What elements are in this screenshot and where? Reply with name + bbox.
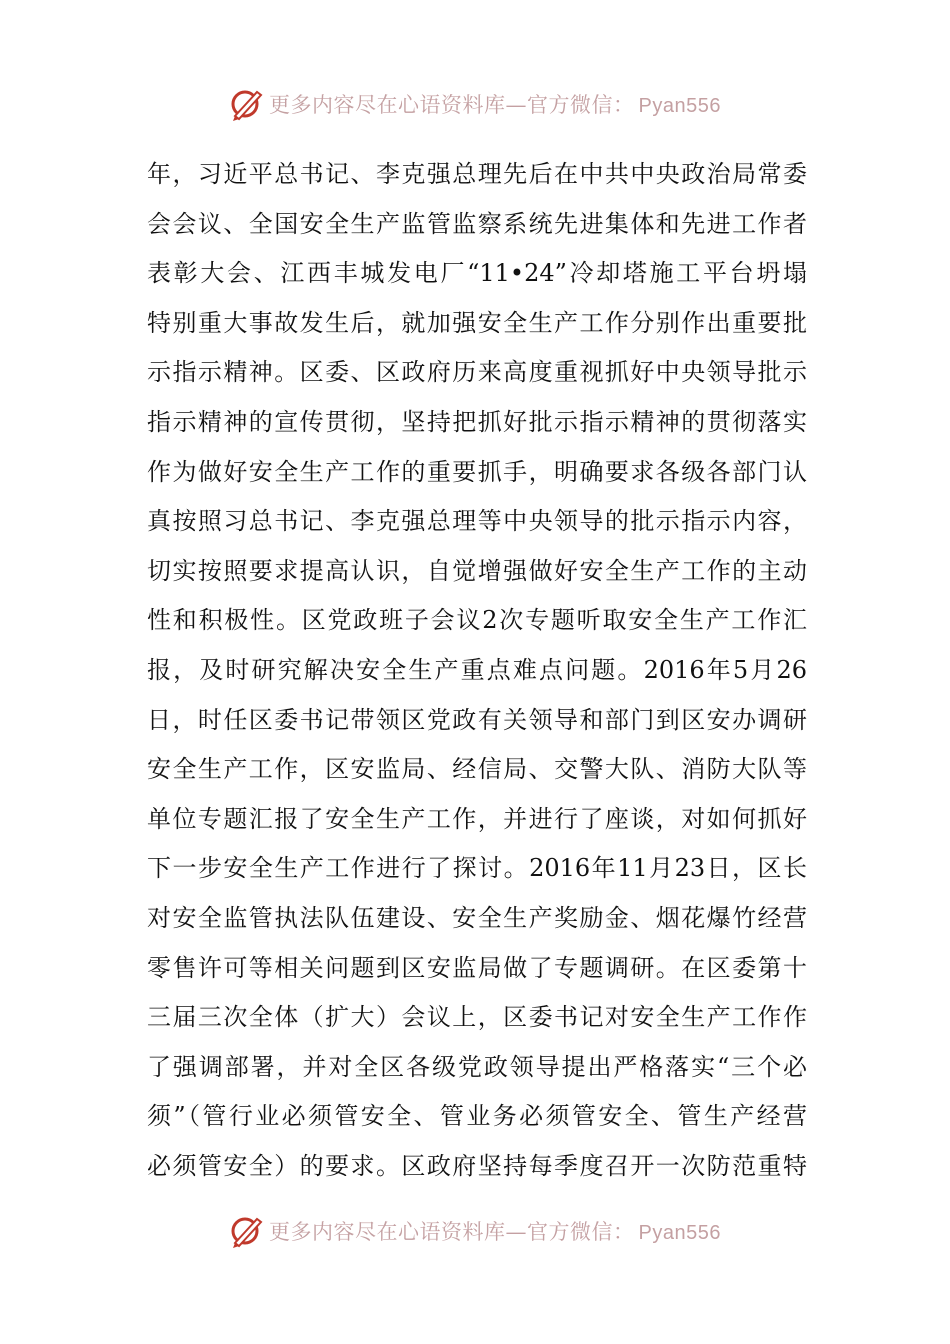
- text-line: 真按照习总书记、李克强总理等中央领导的批示指示内容，: [147, 507, 807, 536]
- text-line: 对安全监管执法队伍建设、安全生产奖励金、烟花爆竹经营: [147, 903, 807, 932]
- watermark-id: Pyan556: [638, 95, 721, 117]
- text-line: 日，时任区委书记带领区党政有关领导和部门到区安办调研: [147, 705, 807, 734]
- text-line: 报，及时研究解决安全生产重点难点问题。2016年5月26: [147, 655, 807, 684]
- text-line: 须”（管行业必须管安全、管业务必须管安全、管生产经营: [147, 1102, 807, 1131]
- text-line: 安全生产工作，区安监局、经信局、交警大队、消防大队等: [147, 755, 807, 784]
- text-line: 性和积极性。区党政班子会议2次专题听取安全生产工作汇: [147, 606, 807, 635]
- text-line: 切实按照要求提高认识，自觉增强做好安全生产工作的主动: [147, 556, 807, 585]
- pen-logo-icon: [229, 1213, 265, 1249]
- text-line: 单位专题汇报了安全生产工作，并进行了座谈，对如何抓好: [147, 804, 807, 833]
- watermark-id: Pyan556: [638, 1222, 721, 1244]
- text-line: 作为做好安全生产工作的重要抓手，明确要求各级各部门认: [147, 457, 807, 486]
- text-line: 特别重大事故发生后，就加强安全生产工作分别作出重要批: [147, 308, 807, 337]
- header-watermark: [0, 84, 950, 124]
- text-line: 会会议、全国安全生产监管监察系统先进集体和先进工作者: [147, 209, 807, 238]
- text-line: 三届三次全体（扩大）会议上，区委书记对安全生产工作作: [147, 1003, 807, 1032]
- watermark-text: 更多内容尽在心语资料库—官方微信： Pyan556: [269, 1220, 721, 1244]
- pen-logo-icon: [229, 86, 265, 122]
- text-line: 下一步安全生产工作进行了探讨。2016年11月23日，区长: [147, 854, 807, 883]
- watermark-text: 更多内容尽在心语资料库—官方微信： Pyan556: [269, 93, 721, 117]
- text-line: 了强调部署，并对全区各级党政领导提出严格落实“三个必: [147, 1052, 807, 1081]
- text-line: 零售许可等相关问题到区安监局做了专题调研。在区委第十: [147, 953, 807, 982]
- text-line: 年，习近平总书记、李克强总理先后在中共中央政治局常委: [147, 160, 807, 188]
- text-line: 必须管安全）的要求。区政府坚持每季度召开一次防范重特: [147, 1151, 807, 1180]
- footer-watermark: [0, 1211, 950, 1251]
- text-line: 表彰大会、江西丰城发电厂“11•24”冷却塔施工平台坍塌: [147, 259, 807, 288]
- text-line: 指示精神的宣传贯彻，坚持把抓好批示指示精神的贯彻落实: [147, 407, 807, 436]
- text-line: 示指示精神。区委、区政府历来高度重视抓好中央领导批示: [147, 358, 807, 387]
- document-body: [147, 150, 807, 1191]
